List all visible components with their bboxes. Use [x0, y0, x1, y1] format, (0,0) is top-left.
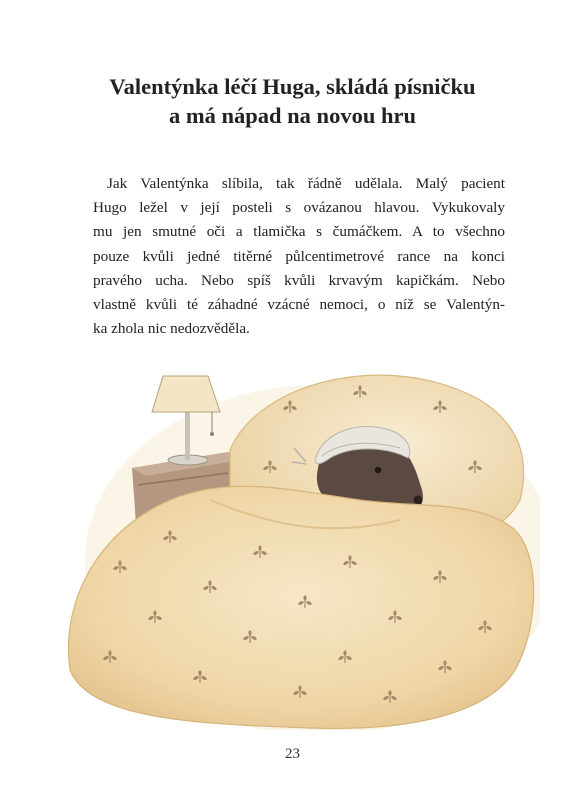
body-line-5: pravého ucha. Nebo spíš kvůli krvavým kapičkám. Nebo	[93, 271, 505, 289]
chapter-title-line-1: Valentýnka léčí Huga, skládá písničku	[109, 74, 476, 99]
body-line-2: Hugo ležel v její posteli s ovázanou hlavou. Vykukovaly	[93, 199, 505, 217]
chapter-title-line-2: a má nápad na novou hru	[169, 103, 416, 128]
body-line-3: mu jen smutné oči a tlamička s čumáčkem. A to všechno	[93, 223, 505, 241]
bed-with-bandaged-mole-illustration	[60, 340, 540, 730]
mole-nose	[414, 496, 423, 505]
duvet	[68, 486, 533, 728]
body-paragraph	[93, 172, 505, 341]
chapter-title	[40, 72, 545, 130]
body-line-4: pouze kvůli jedné titěrné půlcentimetrové rance na konci	[93, 247, 505, 265]
body-line-6: vlastně kvůli té záhadné vzácné nemoci, o níž se Valentýn-	[93, 296, 505, 314]
body-line-1: Jak Valentýnka slíbila, tak řádně udělala. Malý pacient	[107, 175, 505, 192]
page-number: 23	[285, 746, 300, 762]
mole-eye	[375, 467, 381, 473]
body-line-7: ka zhola nic nedozvěděla.	[93, 320, 250, 338]
